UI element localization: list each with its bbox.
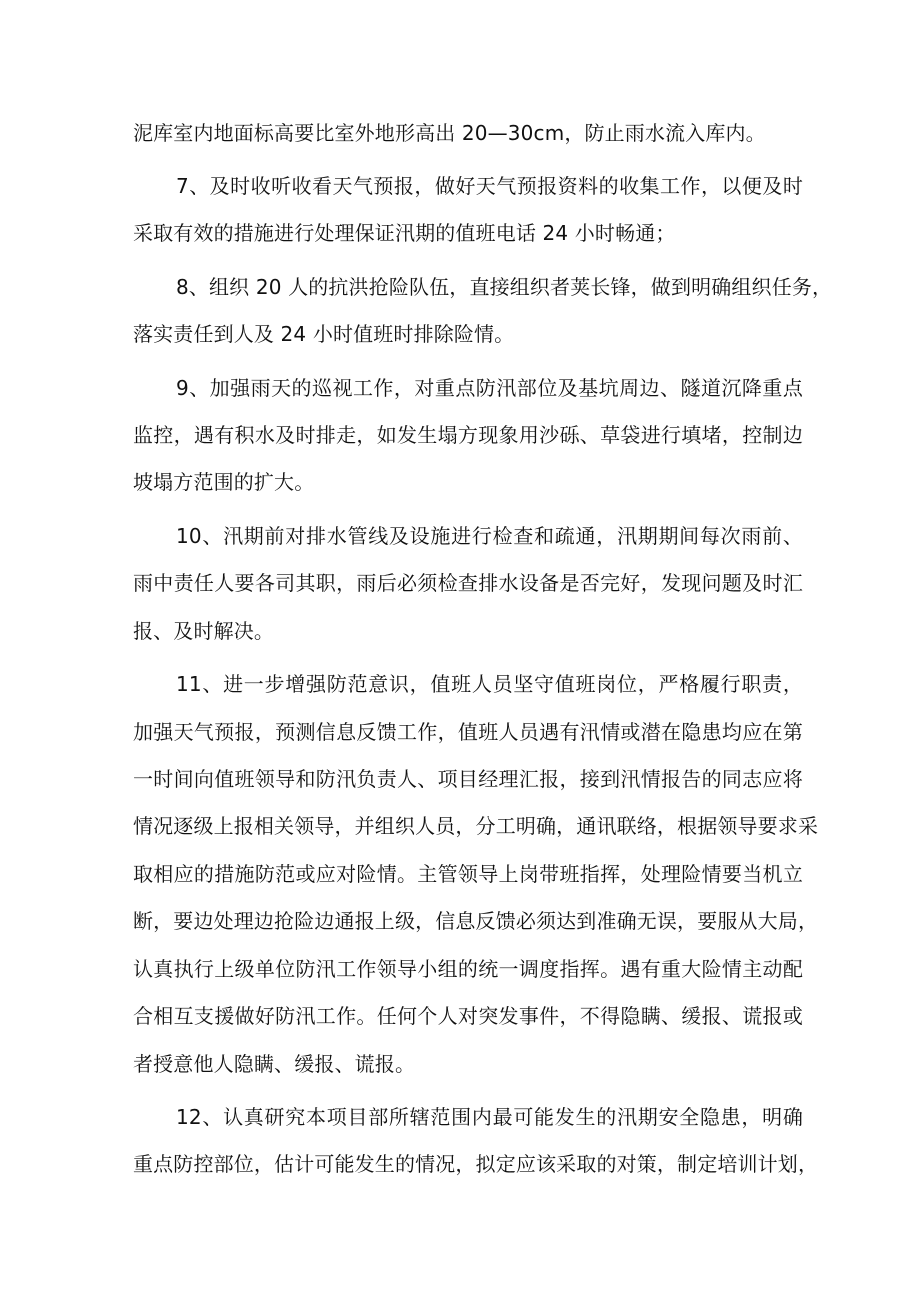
paragraph-8-line-2: 落实责任到人及 24 小时值班时排除险情。 [133,322,515,346]
paragraph-continuation-line: 泥库室内地面标高要比室外地形高出 20—30cm，防止雨水流入库内。 [133,121,766,145]
paragraph-11-line-7: 认真执行上级单位防汛工作领导小组的统一调度指挥。遇有重大险情主动配 [133,957,803,981]
paragraph-11-line-9: 者授意他人隐瞒、缓报、谎报。 [133,1052,416,1076]
paragraph-7-line-2: 采取有效的措施进行处理保证汛期的值班电话 24 小时畅通； [133,221,676,245]
paragraph-9-line-2: 监控，遇有积水及时排走，如发生塌方现象用沙砾、草袋进行填堵，控制边 [133,423,803,447]
paragraph-11-line-8: 合相互支援做好防汛工作。任何个人对突发事件，不得隐瞒、缓报、谎报或 [133,1004,803,1028]
paragraph-7-line-1: 7、及时收听收看天气预报，做好天气预报资料的收集工作，以便及时 [176,174,803,198]
paragraph-11-line-1: 11、进一步增强防范意识，值班人员坚守值班岗位，严格履行职责， [176,672,803,696]
paragraph-11-line-6: 断，要边处理边抢险边通报上级，信息反馈必须达到准确无误，要服从大局， [133,909,819,933]
paragraph-10-line-1: 10、汛期前对排水管线及设施进行检查和疏通，汛期期间每次雨前、 [176,524,803,548]
paragraph-12-line-1: 12、认真研究本项目部所辖范围内最可能发生的汛期安全隐患，明确 [176,1105,803,1129]
paragraph-9-line-1: 9、加强雨天的巡视工作，对重点防汛部位及基坑周边、隧道沉降重点 [176,376,803,400]
paragraph-11-line-3: 一时间向值班领导和防汛负责人、项目经理汇报，接到汛情报告的同志应将 [133,767,803,791]
paragraph-8-line-1: 8、组织 20 人的抗洪抢险队伍，直接组织者荚长锋，做到明确组织任务， [176,275,833,299]
paragraph-11-line-5: 取相应的措施防范或应对险情。主管领导上岗带班指挥，处理险情要当机立 [133,862,803,886]
paragraph-10-line-3: 报、及时解决。 [133,619,275,643]
paragraph-11-line-4: 情况逐级上报相关领导，并组织人员，分工明确，通讯联络，根据领导要求采 [133,814,819,838]
paragraph-11-line-2: 加强天气预报，预测信息反馈工作，值班人员遇有汛情或潜在隐患均应在第 [133,720,803,744]
paragraph-9-line-3: 坡塌方范围的扩大。 [133,470,315,494]
paragraph-12-line-2: 重点防控部位，估计可能发生的情况，拟定应该采取的对策，制定培训计划， [133,1152,819,1176]
paragraph-10-line-2: 雨中责任人要各司其职，雨后必须检查排水设备是否完好，发现问题及时汇 [133,571,803,595]
